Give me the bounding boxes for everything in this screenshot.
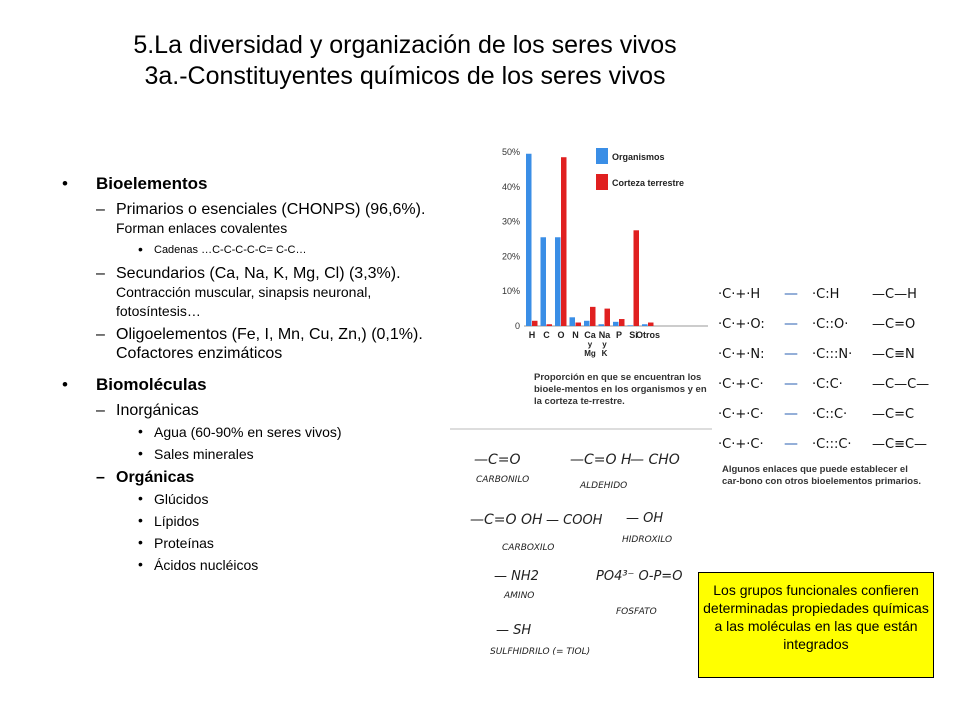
bond-cell: ·C·+·N:	[718, 347, 765, 362]
bullet-dot: •	[62, 375, 68, 394]
fg-carbonilo-formula: —C=O	[474, 452, 521, 468]
fg-aldehido-alt: — CHO	[630, 452, 680, 468]
x-tick-label: H	[528, 330, 536, 340]
item-lipidos: • Lípidos	[138, 512, 200, 529]
item-inorganicas: – Inorgánicas	[96, 402, 199, 419]
item-agua: • Agua (60-90% en seres vivos)	[138, 423, 342, 440]
legend-swatch	[596, 148, 608, 164]
item-oligoelementos: – Oligoelementos (Fe, I, Mn, Cu, Zn,) (0,1%). Cofactores enzimáticos	[96, 326, 423, 362]
title-line-1: 5.La diversidad y organización de los seres vivos	[133, 31, 677, 59]
bond-cell: ·C·+·C·	[718, 377, 764, 392]
x-tick-label: Si	[629, 330, 638, 340]
bond-cell: ·C·+·O:	[718, 317, 765, 332]
x-tick-label: Ca	[584, 330, 596, 340]
bond-cell: ·C::O·	[812, 317, 849, 332]
bond-cell: ·C::C·	[812, 407, 848, 422]
item-cadenas: • Cadenas …C-C-C-C-C= C-C…	[138, 241, 307, 257]
bond-cell: —	[784, 286, 798, 302]
x-tick-label: N	[572, 330, 579, 340]
bar-corteza-terrestre	[648, 323, 654, 326]
bar-corteza-terrestre	[561, 157, 567, 326]
legend-label: Organismos	[612, 152, 665, 162]
bullet-dot: •	[138, 512, 143, 528]
bond-cell: ·C·+·C·	[718, 437, 764, 452]
x-tick-label: K	[601, 349, 608, 358]
y-tick-label: 20%	[501, 251, 520, 262]
bar-corteza-terrestre	[547, 324, 553, 326]
x-tick-label: O	[557, 330, 565, 340]
bar-organismos	[613, 322, 619, 326]
slide-title	[60, 30, 750, 92]
fg-amino-formula: — NH2	[494, 569, 539, 584]
bond-cell: —C≡C—	[872, 437, 928, 452]
bond-cell: —C—C—	[872, 377, 930, 392]
fg-carboxilo-formula: —C=O OH	[470, 512, 543, 528]
bond-cell: —C—H	[872, 287, 917, 302]
bond-cell: —	[784, 376, 798, 392]
bullet-dot: •	[138, 490, 143, 506]
fg-fosfato-name: FOSFATO	[616, 607, 657, 617]
y-tick-label: 0	[514, 321, 520, 331]
bond-cell: —	[784, 406, 798, 422]
item-glucidos: • Glúcidos	[138, 490, 209, 507]
bar-corteza-terrestre	[619, 319, 625, 326]
functional-groups-sketch	[450, 428, 712, 668]
bond-cell: —	[784, 346, 798, 362]
bond-cell: —C≡N	[872, 347, 915, 362]
bar-organismos	[526, 154, 532, 326]
bar-corteza-terrestre	[532, 321, 538, 326]
fg-sulfhidrilo-name: SULFHIDRILO (= TIOL)	[490, 647, 591, 657]
item-organicas: – Orgánicas	[96, 469, 195, 486]
item-primarios: – Primarios o esenciales (CHONPS) (96,6%). Forman enlaces covalentes	[96, 201, 426, 236]
bond-cell: ·C·+·C·	[718, 407, 764, 422]
bullet-dot: •	[138, 556, 143, 572]
x-tick-label: Mg	[584, 349, 596, 358]
bond-cell: —C=C	[872, 407, 915, 422]
x-tick-label: Na	[598, 330, 611, 340]
outline	[58, 174, 438, 579]
dash: –	[96, 265, 105, 282]
bar-organismos	[599, 324, 605, 326]
dash: –	[96, 326, 105, 343]
bar-corteza-terrestre	[576, 323, 582, 326]
fg-hidroxilo-formula: — OH	[626, 511, 664, 526]
legend-swatch	[596, 174, 608, 190]
item-acidos: • Ácidos nucléicos	[138, 556, 259, 573]
x-tick-label: y	[602, 340, 607, 349]
y-tick-label: 50%	[501, 147, 520, 157]
bullet-dot: •	[138, 445, 143, 461]
fg-amino-name: AMINO	[504, 591, 535, 601]
bar-organismos	[570, 317, 576, 326]
fg-carbonilo-name: CARBONILO	[476, 475, 530, 485]
bullet-dot: •	[138, 423, 143, 439]
fg-fosfato-formula: PO4³⁻ O-P=O	[596, 569, 683, 584]
fg-aldehido-name: ALDEHIDO	[580, 481, 628, 491]
legend-label: Corteza terrestre	[612, 178, 685, 188]
bar-organismos	[555, 237, 561, 326]
title-line-2: 3a.-Constituyentes químicos de los seres vivos	[144, 62, 666, 90]
bond-cell: ·C:::N·	[812, 347, 853, 362]
functional-groups-note: Los grupos funcionales confieren determinadas propiedades químicas a las moléculas en las que están integrados	[698, 572, 934, 678]
y-tick-label: 40%	[501, 181, 520, 192]
bond-cell: —	[784, 436, 798, 452]
bullet-biomoleculas: • Biomoléculas	[62, 375, 207, 394]
bond-cell: ·C:H	[812, 287, 840, 302]
dash: –	[96, 469, 105, 486]
item-proteinas: • Proteínas	[138, 534, 214, 551]
bond-cell: ·C:::C·	[812, 437, 852, 452]
x-tick-label: y	[587, 340, 593, 349]
bioelements-bar-chart	[478, 138, 714, 370]
bullet-dot: •	[138, 534, 143, 550]
dash: –	[96, 201, 105, 218]
fg-carboxilo-name: CARBOXILO	[502, 543, 555, 553]
bullet-bioelementos: • Bioelementos	[62, 174, 208, 193]
bar-organismos	[541, 237, 547, 326]
bullet-dot: •	[62, 174, 68, 193]
y-tick-label: 10%	[501, 286, 520, 297]
fg-hidroxilo-name: HIDROXILO	[622, 535, 673, 545]
bar-corteza-terrestre	[634, 230, 640, 326]
bonds-caption: Algunos enlaces que puede establecer el car-bono con otros bioelementos primarios.	[722, 464, 922, 487]
bullet-dot: •	[138, 241, 143, 257]
bond-cell: ·C·+·H	[718, 287, 761, 302]
fg-sulfhidrilo-formula: — SH	[496, 623, 532, 638]
bond-cell: ·C:C·	[812, 377, 843, 392]
x-tick-label: Otros	[635, 330, 661, 340]
item-sales: • Sales minerales	[138, 445, 254, 462]
bar-corteza-terrestre	[590, 307, 596, 326]
fg-carboxilo-alt: — COOH	[546, 513, 603, 528]
x-tick-label: P	[615, 330, 623, 340]
item-secundarios: – Secundarios (Ca, Na, K, Mg, Cl) (3,3%). Contracción muscular, sinapsis neuronal, fotosíntesis…	[96, 265, 401, 319]
bar-organismos	[584, 321, 590, 326]
bond-cell: —	[784, 316, 798, 332]
chart-caption: Proporción en que se encuentran los bioele-mentos en los organismos y en la corteza te-rrestre.	[534, 372, 707, 407]
x-tick-label: C	[543, 330, 550, 340]
bar-organismos	[628, 325, 634, 326]
dash: –	[96, 402, 105, 419]
y-tick-label: 30%	[501, 216, 520, 227]
fg-aldehido-formula: —C=O H	[570, 452, 632, 468]
carbon-bonds-table	[714, 276, 930, 462]
bar-corteza-terrestre	[605, 309, 611, 326]
bar-organismos	[642, 324, 648, 326]
bond-cell: —C=O	[872, 317, 916, 332]
